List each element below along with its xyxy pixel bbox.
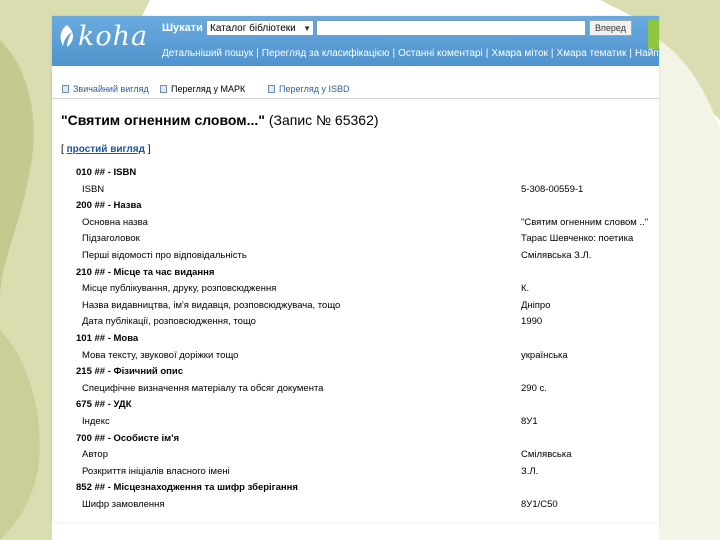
marc-subfield-row <box>52 248 659 265</box>
marc-subfield-value: українська <box>521 349 568 361</box>
record-number: (Запис № 65362) <box>268 112 379 128</box>
marc-subfield-row <box>52 182 659 199</box>
simple-view-link[interactable]: простий вигляд <box>66 144 145 155</box>
tab-isbd-label: Перегляд у ISBD <box>279 84 350 94</box>
koha-header <box>52 16 659 66</box>
marc-subfield-value: Дніпро <box>521 299 551 311</box>
marc-subfield-label: Перші відомості про відповідальність <box>82 249 247 261</box>
marc-subfield-label: Шифр замовлення <box>82 498 165 510</box>
search-label: Шукати <box>162 22 203 34</box>
marc-subfield-row <box>52 381 659 398</box>
marc-subfield-row <box>52 414 659 431</box>
marc-subfield-row <box>52 497 659 514</box>
marc-field-tag: 675 ## - УДК <box>76 399 132 411</box>
marc-subfield-label: Дата публікації, розповсюдження, тощо <box>82 316 256 328</box>
marc-subfield-label: Автор <box>82 449 108 461</box>
marc-subfield-value: 8У1 <box>521 415 538 427</box>
marc-field-row <box>52 198 659 215</box>
nav-separator: | <box>256 48 259 59</box>
marc-subfield-label: Назва видавництва, ім'я видавця, розповсюджувача, тощо <box>82 299 341 311</box>
bracket-open: [ <box>61 144 64 155</box>
document-icon <box>268 85 275 93</box>
marc-subfield-row <box>52 215 659 232</box>
bracket-close: ] <box>147 144 151 155</box>
koha-leaf-icon <box>58 24 76 48</box>
marc-subfield-label: Розкриття ініціалів власного імені <box>82 465 230 477</box>
nav-separator: | <box>629 48 632 59</box>
search-go-button[interactable]: Вперед <box>589 20 632 36</box>
marc-subfield-value: 1990 <box>521 316 543 328</box>
marc-record-table <box>52 165 659 513</box>
right-margin <box>659 40 720 540</box>
nav-tag-cloud[interactable]: Хмара міток <box>491 48 548 59</box>
tab-normal-view[interactable] <box>62 84 149 94</box>
marc-subfield-row <box>52 464 659 481</box>
koha-logo[interactable] <box>58 20 148 52</box>
marc-field-tag: 210 ## - Місце та час видання <box>76 266 215 278</box>
marc-subfield-label: Підзаголовок <box>82 233 140 245</box>
marc-subfield-row <box>52 447 659 464</box>
nav-subject-cloud[interactable]: Хмара тематик <box>556 48 627 59</box>
nav-separator: | <box>485 48 489 59</box>
marc-subfield-label: ISBN <box>82 183 105 195</box>
marc-subfield-row <box>52 231 659 248</box>
marc-subfield-value: Тарас Шевченко: поетика <box>521 233 634 245</box>
marc-subfield-value: Смілявська З.Л. <box>521 249 592 261</box>
document-icon <box>62 85 69 93</box>
marc-field-tag: 215 ## - Фізичний опис <box>76 366 184 378</box>
marc-subfield-value: 290 с. <box>521 382 547 394</box>
marc-field-row <box>52 480 659 497</box>
chevron-down-icon: ▼ <box>303 24 311 33</box>
record-title <box>61 112 379 128</box>
nav-separator: | <box>392 48 396 59</box>
marc-subfield-value: 5-308-00559-1 <box>521 183 584 195</box>
koha-browser-screen <box>52 16 659 522</box>
catalog-select[interactable] <box>206 20 314 36</box>
marc-field-tag: 200 ## - Назва <box>76 200 142 212</box>
marc-subfield-row <box>52 348 659 365</box>
tab-normal-label: Звичайний вигляд <box>73 84 149 94</box>
marc-subfield-label: Мова тексту, звукової доріжки тощо <box>82 349 239 361</box>
marc-subfield-value: Смілявська <box>521 449 572 461</box>
nav-truncated-link[interactable]: Найп <box>634 48 659 59</box>
nav-advanced-search[interactable]: Детальніший пошук <box>162 48 254 59</box>
catalog-select-value: Каталог бібліотеки <box>210 23 296 34</box>
marc-field-row <box>52 431 659 448</box>
marc-subfield-label: Основна назва <box>82 216 148 228</box>
marc-field-row <box>52 165 659 182</box>
nav-separator: | <box>550 48 554 59</box>
tab-marc-view[interactable] <box>160 84 245 94</box>
marc-field-row <box>52 331 659 348</box>
marc-subfield-row <box>52 281 659 298</box>
nav-recent-comments[interactable]: Останні коментарі <box>398 48 483 59</box>
view-tabs <box>52 78 659 99</box>
marc-field-tag: 101 ## - Мова <box>76 332 139 344</box>
header-nav <box>162 48 659 59</box>
simple-view-switch <box>61 144 151 155</box>
marc-subfield-label: Індекс <box>82 415 110 427</box>
logo-text: koha <box>78 20 149 52</box>
marc-field-row <box>52 265 659 282</box>
document-icon <box>160 85 167 93</box>
marc-field-row <box>52 364 659 381</box>
search-input[interactable] <box>316 20 586 36</box>
marc-subfield-row <box>52 314 659 331</box>
marc-field-row <box>52 397 659 414</box>
marc-subfield-value: З.Л. <box>521 465 539 477</box>
marc-field-tag: 010 ## - ISBN <box>76 167 137 178</box>
marc-subfield-label: Специфічне визначення матеріалу та обсяг документа <box>82 382 324 394</box>
marc-subfield-value: 8У1/С50 <box>521 498 558 510</box>
marc-subfield-label: Місце публікування, друку, розповсюдження <box>82 283 277 295</box>
marc-subfield-value: К. <box>521 283 530 295</box>
nav-browse-classification[interactable]: Перегляд за класифікацією <box>261 48 390 59</box>
marc-field-tag: 700 ## - Особисте ім'я <box>76 432 180 444</box>
marc-field-tag: 852 ## - Місцезнаходження та шифр зберігання <box>76 482 298 494</box>
record-title-name: "Святим огненним словом..." <box>61 112 265 128</box>
tab-isbd-view[interactable] <box>268 84 349 94</box>
marc-subfield-value: "Святим огненним словом .." <box>521 216 649 228</box>
tab-marc-label: Перегляд у МАРК <box>171 84 246 94</box>
cart-button[interactable] <box>648 19 659 49</box>
marc-subfield-row <box>52 298 659 315</box>
